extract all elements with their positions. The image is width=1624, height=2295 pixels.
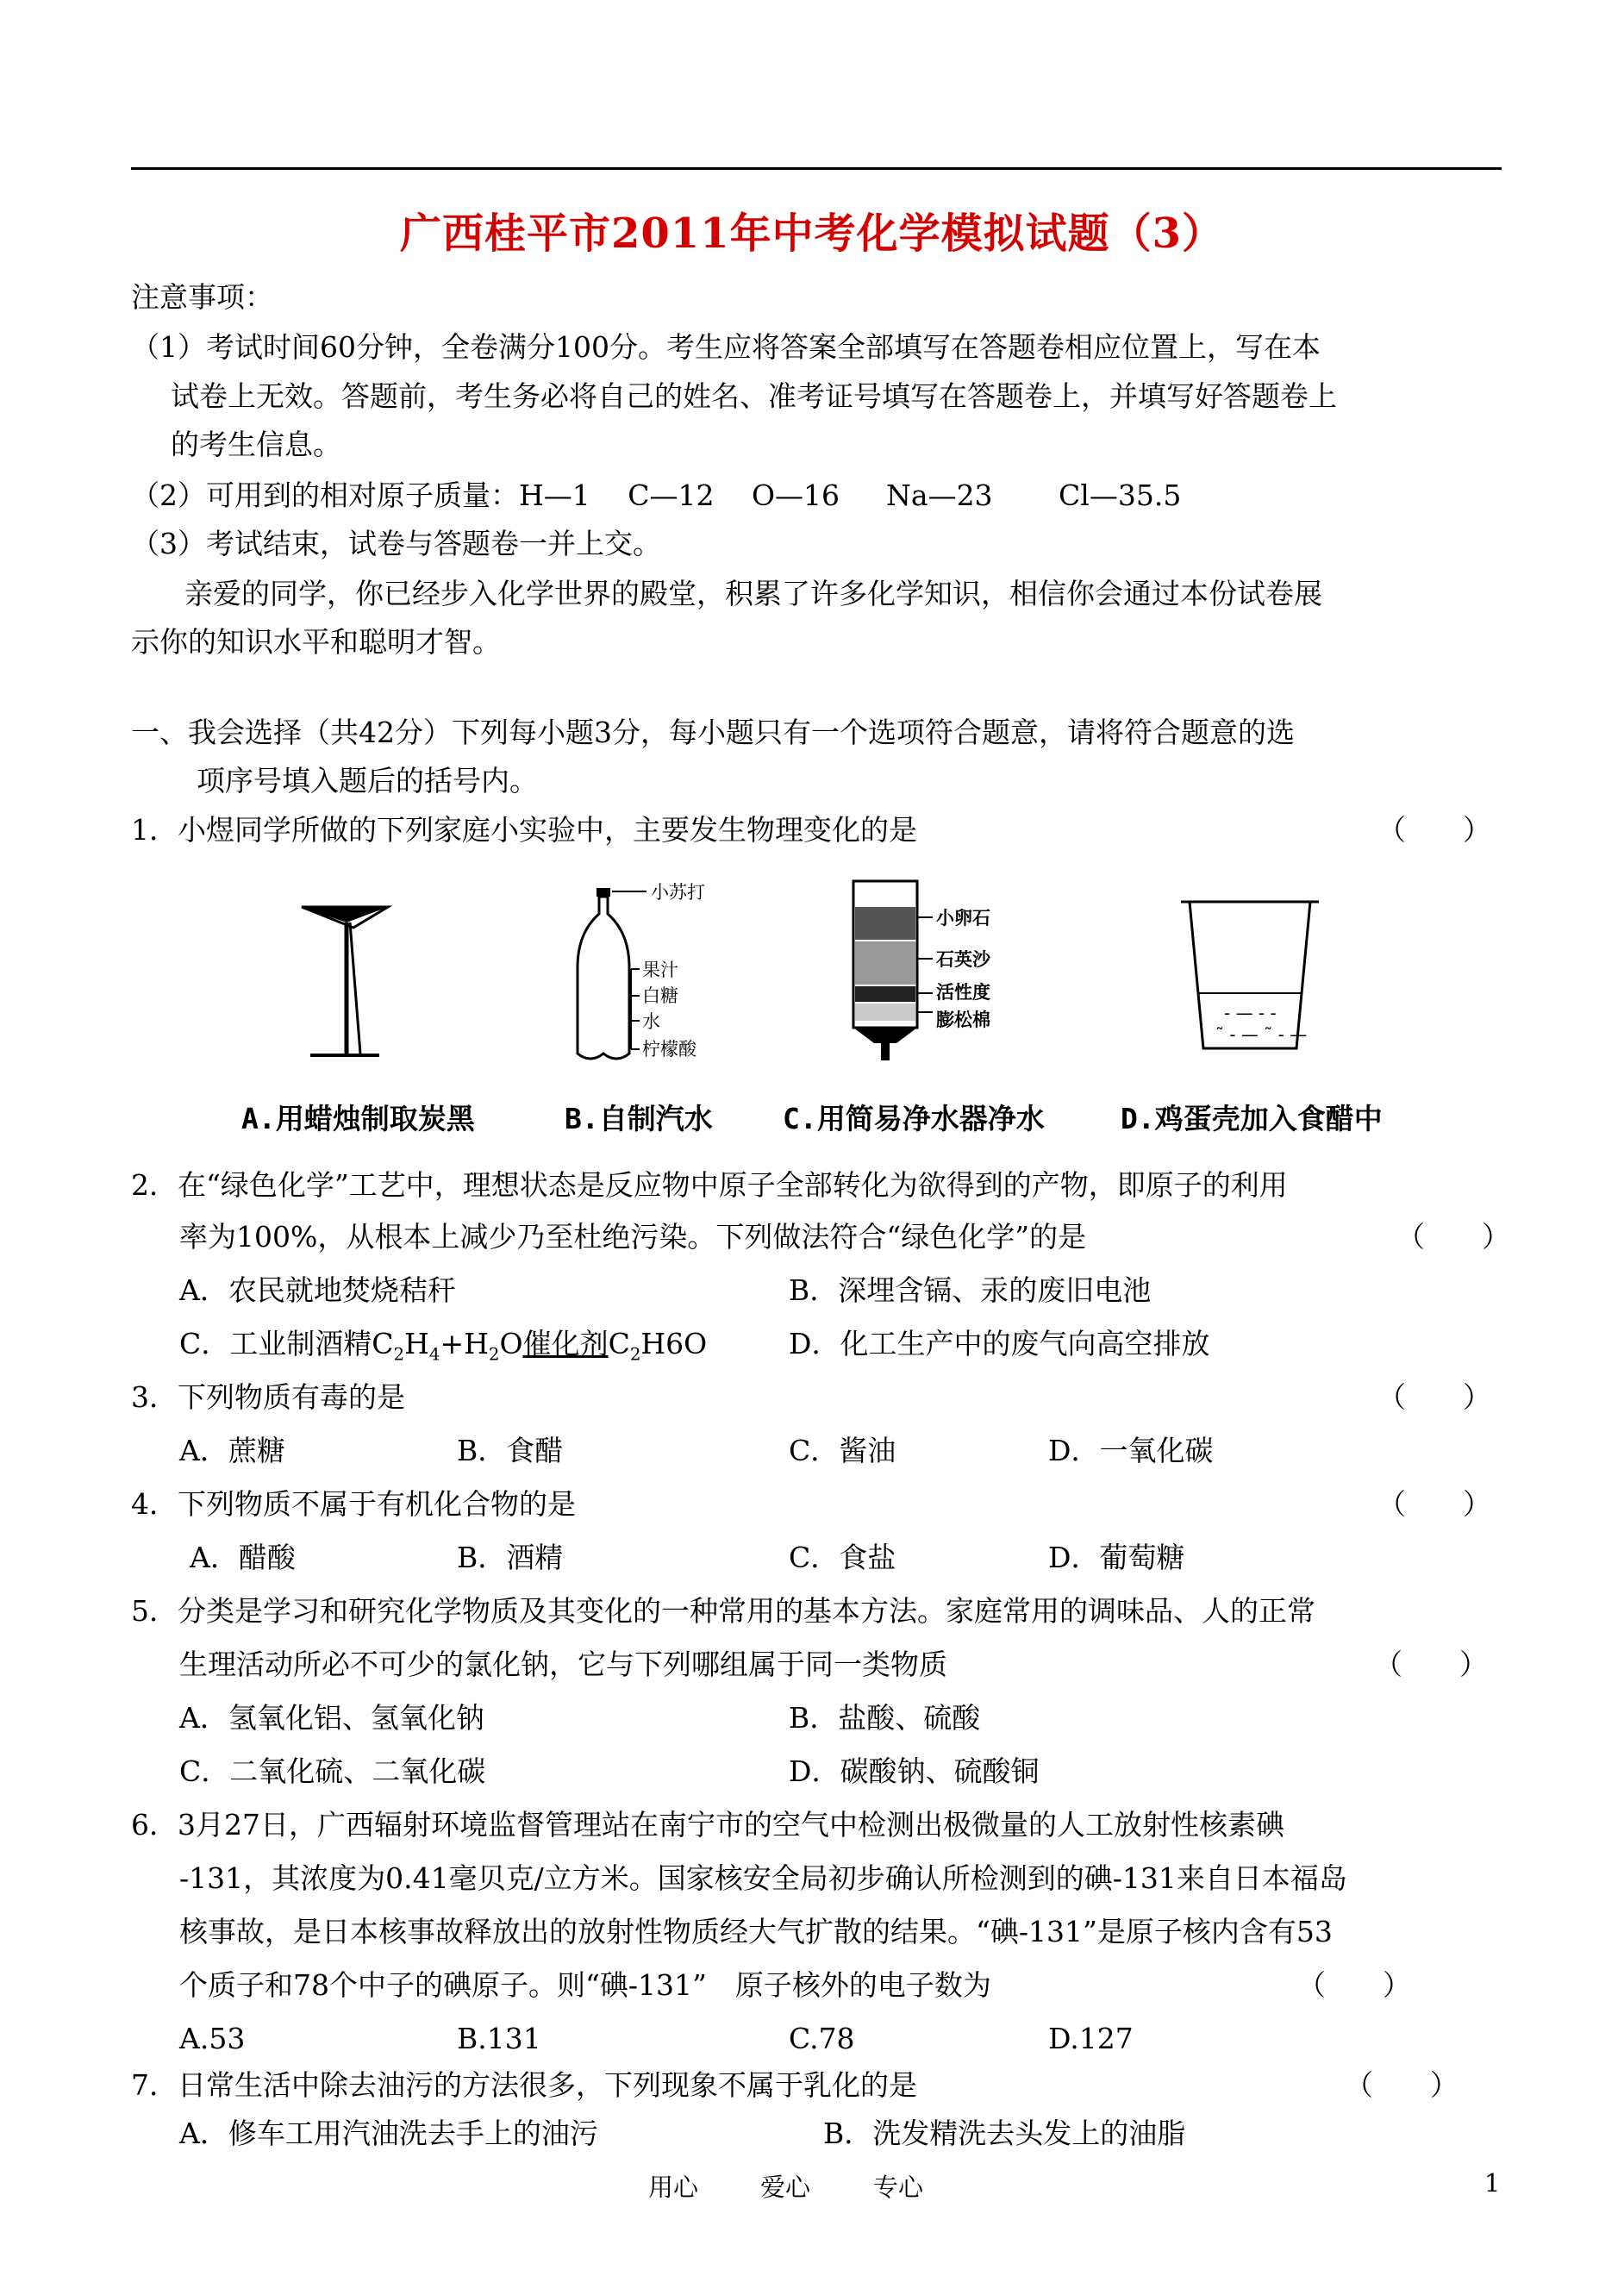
svg-text:膨松棉: 膨松棉 — [936, 1010, 990, 1030]
notice-heading: 注意事项： — [131, 280, 273, 314]
q7-answer-paren: （ ） — [1345, 2068, 1458, 2102]
notice-item1-line3: 的考生信息。 — [171, 428, 341, 461]
q3-option-a: A．蔗糖 — [179, 1434, 285, 1467]
q6-stem-line2: -131，其浓度为0.41毫贝克/立方米。国家核安全局初步确认所检测到的碘-131来自日本福岛 — [179, 1861, 1347, 1895]
footer-slogan-2: 爱心 — [760, 2173, 811, 2202]
section1-line2: 项序号填入题后的括号内。 — [197, 764, 538, 797]
svg-text:˜ - — ˜ - —: ˜ - — ˜ - — — [1215, 1024, 1308, 1045]
svg-text:小卵石: 小卵石 — [936, 908, 990, 929]
q3-stem: 3．下列物质有毒的是 — [131, 1380, 405, 1414]
q5-stem-line1: 5．分类是学习和研究化学物质及其变化的一种常用的基本方法。家庭常用的调味品、人的正常 — [131, 1594, 1315, 1628]
q6-option-b: B.131 — [457, 2022, 541, 2055]
svg-text:活性度: 活性度 — [936, 982, 990, 1003]
q6-option-c: C.78 — [789, 2022, 855, 2055]
q1-answer-paren: （ ） — [1377, 813, 1491, 847]
q4-answer-paren: （ ） — [1377, 1487, 1491, 1521]
water-purifier-icon — [853, 881, 991, 1060]
q4-option-d: D．葡萄糖 — [1048, 1541, 1185, 1574]
q3-option-b: B．食醋 — [457, 1434, 564, 1467]
q5-answer-paren: （ ） — [1374, 1648, 1488, 1681]
q2-option-d: D．化工生产中的废气向高空排放 — [789, 1327, 1210, 1360]
page-title: 广西桂平市2011年中考化学模拟试题（3） — [400, 209, 1224, 258]
soda-bottle-icon — [578, 882, 705, 1060]
q6-stem-line4: 个质子和78个中子的碘原子。则“碘-131” 原子核外的电子数为 — [179, 1968, 991, 2002]
q6-stem-line1: 6．3月27日，广西辐射环境监督管理站在南宁市的空气中检测出极微量的人工放射性核素碘 — [131, 1808, 1284, 1842]
q4-stem: 4．下列物质不属于有机化合物的是 — [131, 1487, 576, 1521]
svg-text:石英沙: 石英沙 — [936, 949, 990, 970]
header-rule — [131, 167, 1502, 170]
q5-option-d: D．碳酸钠、硫酸铜 — [789, 1754, 1040, 1788]
q5-option-b: B．盐酸、硫酸 — [789, 1701, 981, 1735]
beaker-icon — [1181, 902, 1319, 1048]
greeting-line1: 亲爱的同学，你已经步入化学世界的殿堂，积累了许多化学知识，相信你会通过本份试卷展 — [184, 577, 1322, 610]
notice-item2: （2）可用到的相对原子质量：H—1 C—12 O—16 Na—23 Cl—35.5 — [131, 478, 1182, 512]
q1-caption-a: A.用蜡烛制取炭黑 — [241, 1102, 475, 1135]
page-number: 1 — [1484, 2168, 1501, 2198]
footer-slogan-3: 专心 — [873, 2173, 924, 2202]
q7-option-a: A．修车工用汽油洗去手上的油污 — [179, 2117, 598, 2150]
q1-caption-c: C.用简易净水器净水 — [783, 1102, 1045, 1135]
q5-option-a: A．氢氧化铝、氢氧化钠 — [179, 1701, 484, 1735]
q3-option-c: C．酱油 — [789, 1434, 896, 1467]
q7-option-b: B．洗发精洗去头发上的油脂 — [823, 2117, 1186, 2150]
q6-option-d: D.127 — [1048, 2022, 1134, 2055]
q6-answer-paren: （ ） — [1297, 1968, 1411, 2002]
q3-answer-paren: （ ） — [1377, 1380, 1491, 1414]
notice-item1-line1: （1）考试时间60分钟，全卷满分100分。考生应将答案全部填写在答题卷相应位置上，写在本 — [131, 330, 1321, 364]
footer-slogan-1: 用心 — [648, 2173, 699, 2202]
q6-stem-line3: 核事故，是日本核事故释放出的放射性物质经大气扩散的结果。“碘-131”是原子核内含有53 — [179, 1915, 1333, 1948]
svg-text:- — - -: - — - - — [1224, 1003, 1277, 1023]
q6-option-a: A.53 — [179, 2022, 246, 2055]
notice-item3: （3）考试结束，试卷与答题卷一并上交。 — [131, 527, 661, 560]
q4-option-c: C．食盐 — [789, 1541, 896, 1574]
q1-stem: 1．小煜同学所做的下列家庭小实验中，主要发生物理变化的是 — [131, 813, 917, 847]
q4-option-a: A．醋酸 — [190, 1541, 296, 1574]
q2-option-b: B．深埋含镉、汞的废旧电池 — [789, 1273, 1152, 1307]
svg-text:小苏打: 小苏打 — [651, 882, 705, 903]
q2-option-c: C．工业制酒精$C_2H_4+H_2O$催化剂$C_2H6O$ — [179, 1327, 708, 1365]
q2-stem-line2: 率为100%，从根本上减少乃至杜绝污染。下列做法符合“绿色化学”的是 — [179, 1220, 1087, 1254]
q5-stem-line2: 生理活动所必不可少的氯化钠，它与下列哪组属于同一类物质 — [179, 1648, 947, 1681]
q1-figure — [293, 872, 1345, 1071]
q1-caption-d: D.鸡蛋壳加入食醋中 — [1121, 1102, 1383, 1135]
q3-option-d: D．一氧化碳 — [1048, 1434, 1214, 1467]
q5-option-c: C．二氧化硫、二氧化碳 — [179, 1754, 486, 1788]
catalyst-label: 催化剂 — [522, 1327, 609, 1360]
q2-option-a: A．农民就地焚烧秸秆 — [179, 1273, 456, 1307]
candle-apparatus-icon — [302, 907, 388, 1055]
q4-option-b: B．酒精 — [457, 1541, 564, 1574]
svg-text:白糖: 白糖 — [642, 985, 678, 1006]
svg-text:果汁: 果汁 — [642, 960, 678, 980]
svg-text:水: 水 — [642, 1011, 660, 1032]
greeting-line2: 示你的知识水平和聪明才智。 — [131, 625, 501, 659]
section1-line1: 一、我会选择（共42分）下列每小题3分，每小题只有一个选项符合题意，请将符合题意的选 — [131, 716, 1295, 749]
q1-caption-b: B.自制汽水 — [565, 1102, 713, 1135]
q2-stem-line1: 2．在“绿色化学”工艺中，理想状态是反应物中原子全部转化为欲得到的产物，即原子的利用 — [131, 1168, 1288, 1202]
svg-text:柠檬酸: 柠檬酸 — [642, 1039, 696, 1060]
notice-item1-line2: 试卷上无效。答题前，考生务必将自己的姓名、准考证号填写在答题卷上，并填写好答题卷上 — [171, 379, 1337, 413]
q7-stem: 7．日常生活中除去油污的方法很多，下列现象不属于乳化的是 — [131, 2068, 917, 2102]
q2-answer-paren: （ ） — [1396, 1220, 1510, 1254]
